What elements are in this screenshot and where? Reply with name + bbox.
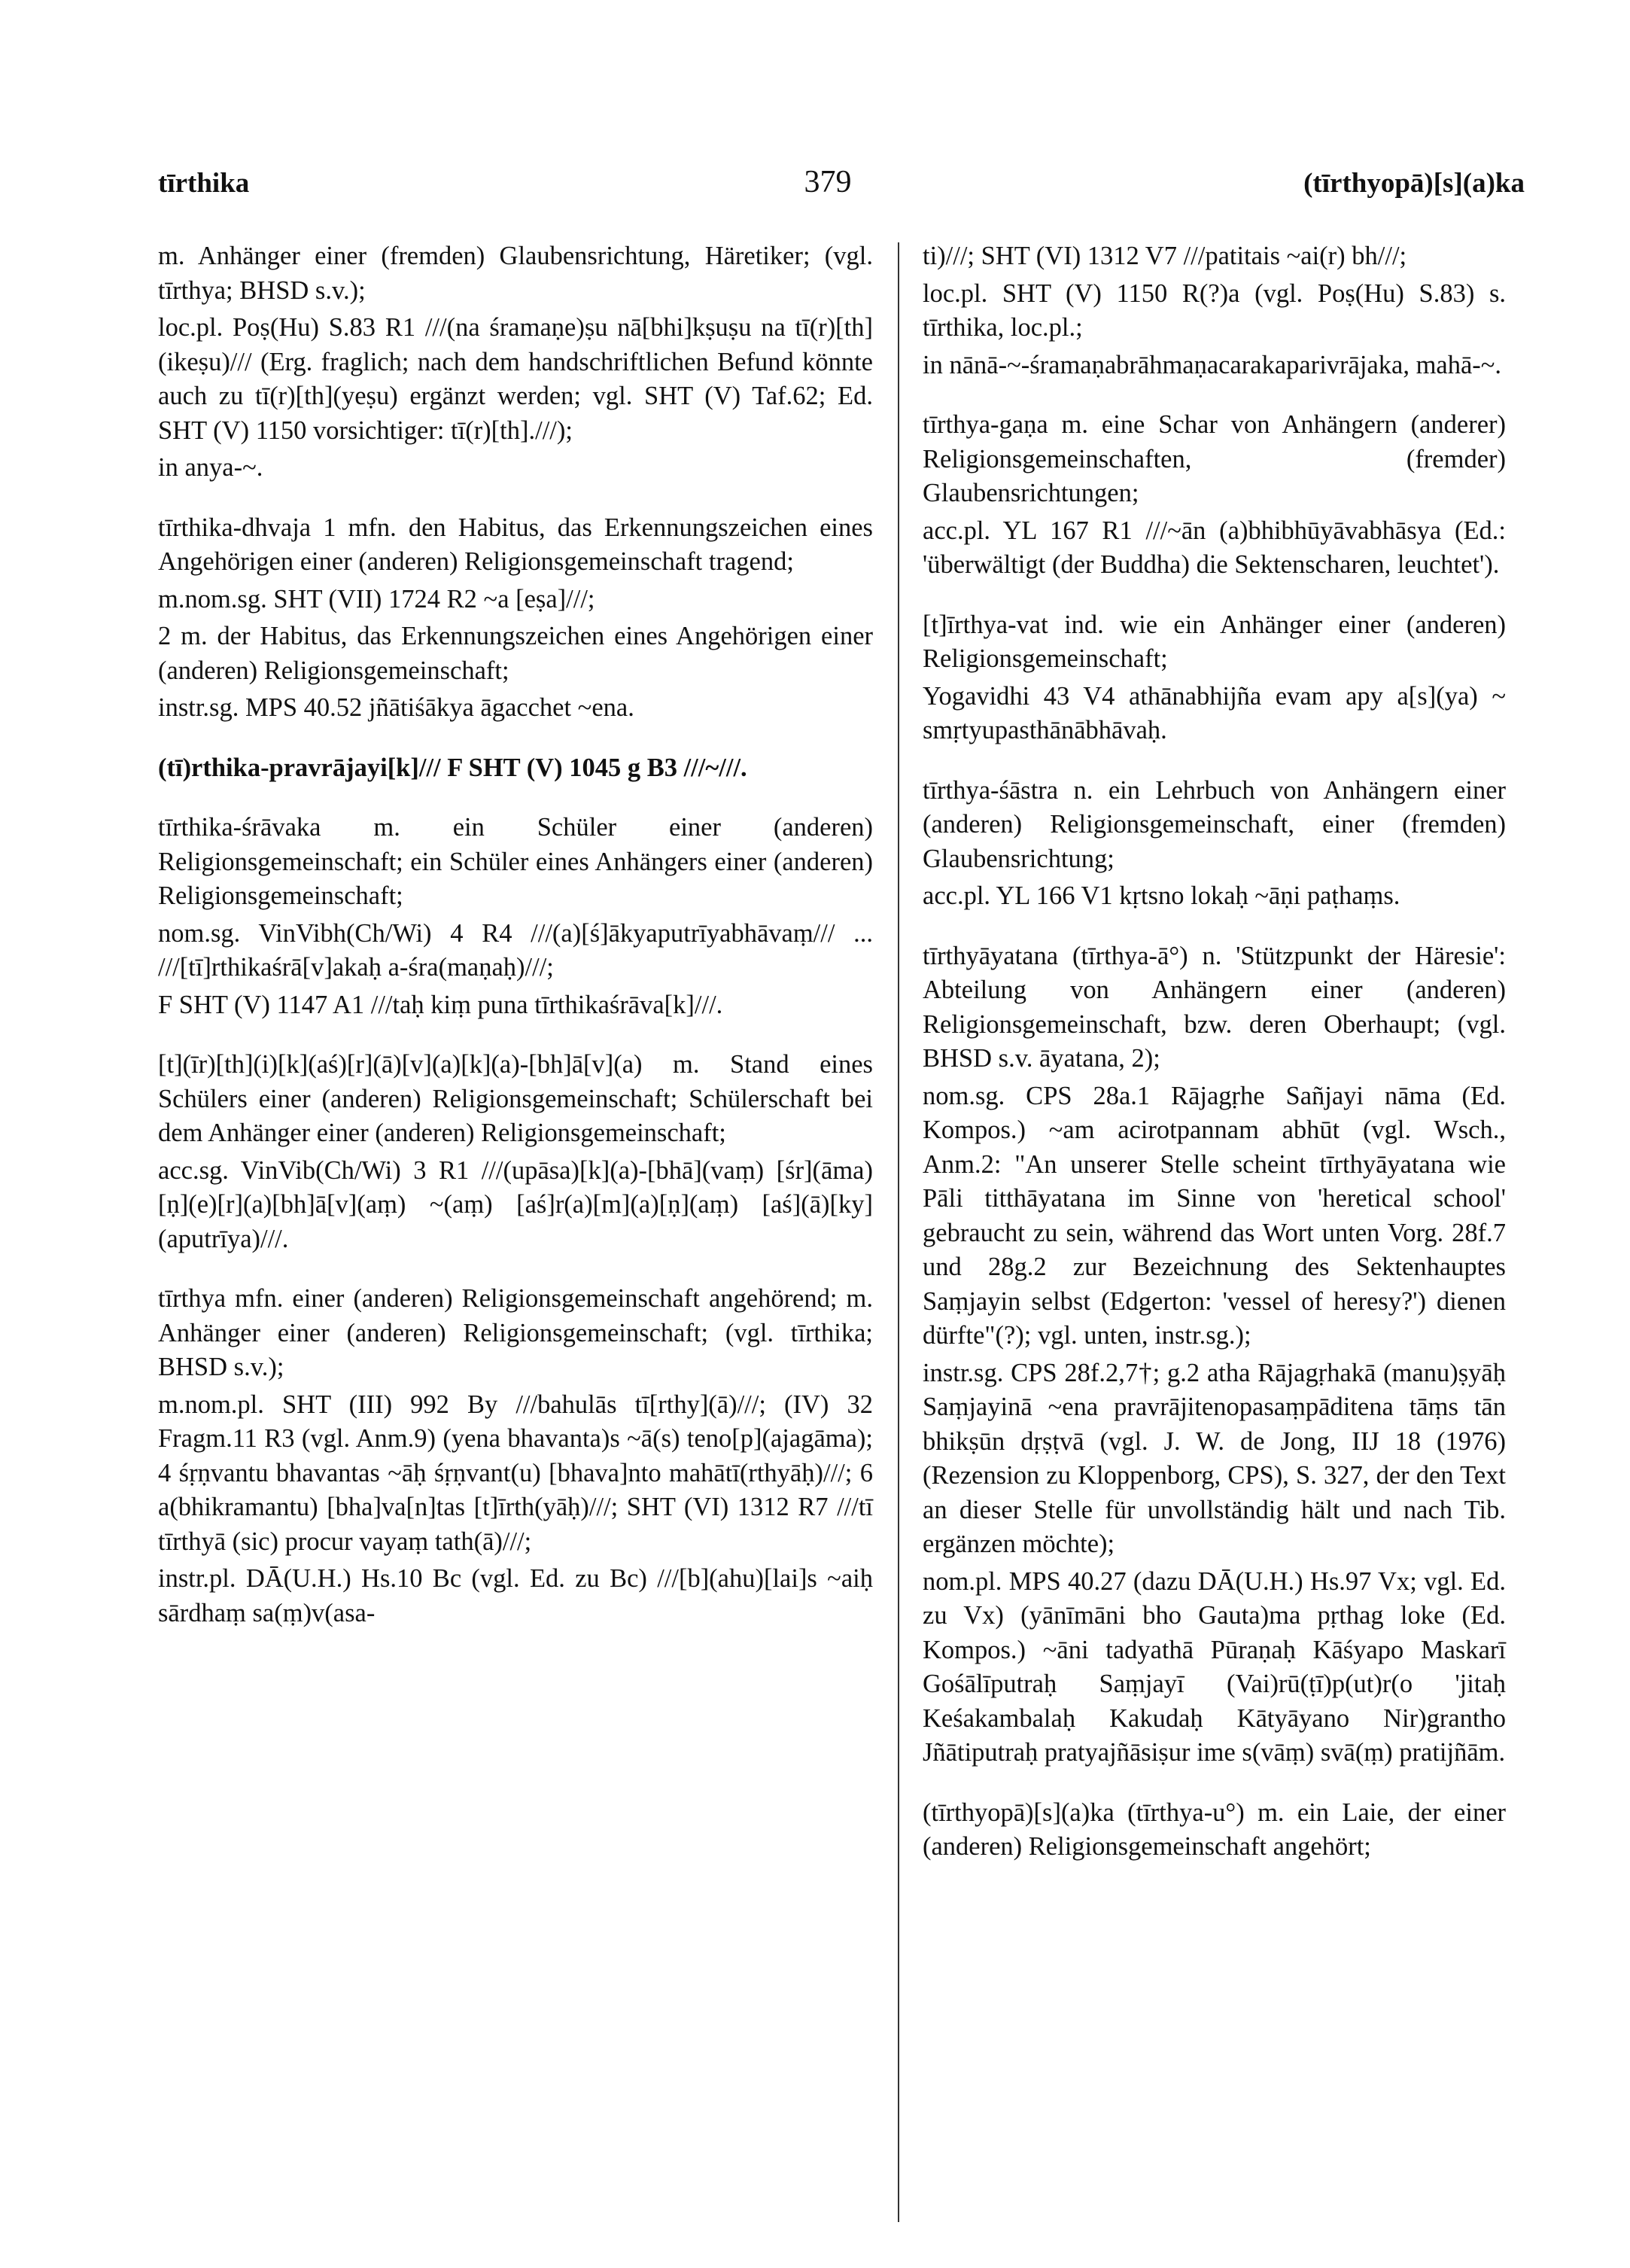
entry-line: acc.pl. YL 167 R1 ///~ān (a)bhibhūyāvabhāsya (Ed.: 'überwältigt (der Buddha) die Sektenscharen, leuchtet').: [923, 516, 1506, 579]
entry-line: m.nom.pl. SHT (III) 992 By ///bahulās tī[rthy](ā)///; (IV) 32 Fragm.11 R3 (vgl. Anm.9) (yena bhavanta)s ~ā(s) teno[p](ajagāma); 4 śṛṇvantu bhavantas ~āḥ śṛṇvant(u) [bhava]nto mahātī(rthyāḥ)///; 6 a(bhikramantu) [bha]va[n]tas [t]īrth(yāḥ)///; SHT (VI) 1312 R7 ///tī tīrthyā (sic) procur vayaṃ tath(ā)///;: [158, 1390, 873, 1556]
entry-line: in anya-~.: [158, 453, 263, 482]
left-column: [158, 239, 873, 1656]
column-divider: [898, 242, 899, 2222]
entry-tirthikasravaka-bhava: [158, 1048, 873, 1256]
entry-tirthika-pravrajayik: [158, 751, 873, 786]
right-column: [923, 239, 1506, 1890]
entry-tirthyopasaka: [923, 1796, 1506, 1865]
entry-line: [t]īrthya-vat ind. wie ein Anhänger einer (anderen) Religionsgemeinschaft;: [923, 610, 1506, 673]
page-number: 379: [804, 165, 852, 199]
entry-line: 2 m. der Habitus, das Erkennungszeichen eines Angehörigen einer (anderen) Religionsgemeinschaft;: [158, 622, 873, 685]
entry-tirthya: [158, 1282, 873, 1630]
entry-tirthika-dhvaja: [158, 511, 873, 726]
entry-line: tīrthya-śāstra n. ein Lehrbuch von Anhängern einer (anderen) Religionsgemeinschaft, einer (fremden) Glaubensrichtung;: [923, 775, 1506, 873]
entry-line: F SHT (V) 1147 A1 ///taḥ kiṃ puna tīrthikaśrāva[k]///.: [158, 990, 723, 1019]
entry-line: tīrthika-śrāvaka m. ein Schüler einer (anderen) Religionsgemeinschaft; ein Schüler eines Anhängers einer (anderen) Religionsgemeinschaft;: [158, 813, 873, 910]
entry-tirthya-continued: [923, 239, 1506, 382]
entry-line: instr.pl. DĀ(U.H.) Hs.10 Bc (vgl. Ed. zu Bc) ///[b](ahu)[lai]s ~aiḥ sārdhaṃ sa(ṃ)v(asa-: [158, 1564, 873, 1627]
entry-line: acc.sg. VinVib(Ch/Wi) 3 R1 ///(upāsa)[k](a)-[bhā](vaṃ) [śr](āma)[ṇ](e)[r](a)[bh]ā[v](aṃ) ~(aṃ) [aś]r(a)[m](a)[ṇ](aṃ) [aś](ā)[ky](aputrīya)///.: [158, 1155, 873, 1253]
entry-line: loc.pl. Poṣ(Hu) S.83 R1 ///(na śramaṇe)ṣu nā[bhi]kṣuṣu na tī(r)[th](ikeṣu)/// (Erg. fraglich; nach dem handschriftlichen Befund könnte auch zu tī(r)[th](yeṣu) ergänzt werden; vgl. SHT (V) Taf.62; Ed. SHT (V) 1150 vorsichtiger: tī(r)[th].///);: [158, 313, 873, 445]
entry-tirthyayatana: [923, 939, 1506, 1770]
running-head-right: (tīrthyopā)[s](a)ka: [1303, 168, 1525, 199]
entry-tirthya-vat: [923, 608, 1506, 748]
entry-tirthya-sastra: [923, 774, 1506, 914]
entry-line: m. Anhänger einer (fremden) Glaubensrichtung, Häretiker; (vgl. tīrthya; BHSD s.v.);: [158, 242, 873, 305]
entry-tirthika-sravaka: [158, 811, 873, 1022]
running-head-left: tīrthika: [158, 168, 250, 199]
entry-line: nom.pl. MPS 40.27 (dazu DĀ(U.H.) Hs.97 Vx; vgl. Ed. zu Vx) (yānīmāni bho Gauta)ma pṛthag loke (Ed. Kompos.) ~āni tadyathā Pūraṇaḥ Kāśyapo Maskarī Gośālīputraḥ Saṃjayī (Vai)rū(ṭī)p(ut)r(o 'jitaḥ Keśakambalaḥ Kakudaḥ Kātyāyano Nir)grantho Jñātiputraḥ pratyajñāsiṣur ime s(vāṃ) svā(ṃ) pratijñām.: [923, 1566, 1506, 1767]
entry-line: (tī)rthika-pravrājayi[k]/// F SHT (V) 1045 g B3 ///~///.: [158, 753, 747, 782]
entry-tirthika: [158, 239, 873, 486]
entry-line: m.nom.sg. SHT (VII) 1724 R2 ~a [eṣa]///;: [158, 584, 595, 613]
entry-line: (tīrthyopā)[s](a)ka (tīrthya-u°) m. ein Laie, der einer (anderen) Religionsgemeinschaft angehört;: [923, 1798, 1506, 1861]
entry-line: instr.sg. MPS 40.52 jñātiśākya āgacchet ~ena.: [158, 693, 634, 722]
entry-line: [t](īr)[th](i)[k](aś)[r](ā)[v](a)[k](a)-[bh]ā[v](a) m. Stand eines Schülers einer (anderen) Religionsgemeinschaft; Schülerschaft bei dem Anhänger einer (anderen) Religionsgemeinschaft;: [158, 1050, 873, 1147]
entry-line: acc.pl. YL 166 V1 kṛtsno lokaḥ ~āṇi paṭhaṃs.: [923, 881, 1400, 910]
entry-line: tīrthya-gaṇa m. eine Schar von Anhängern (anderer) Religionsgemeinschaften, (fremder) Glaubensrichtungen;: [923, 410, 1506, 507]
entry-line: ti)///; SHT (VI) 1312 V7 ///patitais ~ai(r) bh///;: [923, 242, 1407, 270]
entry-line: in nānā-~-śramaṇabrāhmaṇacarakaparivrājaka, mahā-~.: [923, 350, 1502, 379]
entry-line: loc.pl. SHT (V) 1150 R(?)a (vgl. Poṣ(Hu) S.83) s. tīrthika, loc.pl.;: [923, 279, 1506, 342]
entry-line: tīrthika-dhvaja 1 mfn. den Habitus, das Erkennungszeichen eines Angehörigen einer (anderen) Religionsgemeinschaft tragend;: [158, 513, 873, 576]
entry-line: tīrthyāyatana (tīrthya-ā°) n. 'Stützpunkt der Häresie': Abteilung von Anhängern einer (anderen) Religionsgemeinschaft, bzw. deren Oberhaupt; (vgl. BHSD s.v. āyatana, 2);: [923, 941, 1506, 1073]
entry-line: nom.sg. VinVibh(Ch/Wi) 4 R4 ///(a)[ś]ākyaputrīyabhāvaṃ/// ... ///[tī]rthikaśrā[v]akaḥ a-śra(maṇaḥ)///;: [158, 918, 873, 982]
entry-line: instr.sg. CPS 28f.2,7†; g.2 atha Rājagṛhakā (manu)ṣyāḥ Saṃjayinā ~ena pravrājitenopasaṃpāditena tāṃs tān bhikṣūn dṛṣṭvā (vgl. J. W. de Jong, IIJ 18 (1976) (Rezension zu Kloppenborg, CPS), S. 327, der den Text an dieser Stelle für unvollständig hält und nach Tib. ergänzen möchte);: [923, 1358, 1506, 1558]
entry-line: Yogavidhi 43 V4 athānabhijña evam apy a[s](ya) ~ smṛtyupasthānābhāvaḥ.: [923, 681, 1506, 744]
entry-line: tīrthya mfn. einer (anderen) Religionsgemeinschaft angehörend; m. Anhänger einer (anderen) Religionsgemeinschaft; (vgl. tīrthika; BHSD s.v.);: [158, 1284, 873, 1381]
entry-tirthya-gana: [923, 408, 1506, 583]
entry-line: nom.sg. CPS 28a.1 Rājagṛhe Sañjayi nāma (Ed. Kompos.) ~am acirotpannam abhūt (vgl. Wsch., Anm.2: "An unserer Stelle scheint tīrthyāyatana wie Pāli titthāyatana im Sinne von 'heretical school' gebraucht zu sein, während das Wort unten Vorg. 28f.7 und 28g.2 zur Bezeichnung des Sektenhauptes Saṃjayin selbst (Edgerton: 'vessel of heresy?') dienen dürfte"(?); vgl. unten, instr.sg.);: [923, 1081, 1506, 1350]
